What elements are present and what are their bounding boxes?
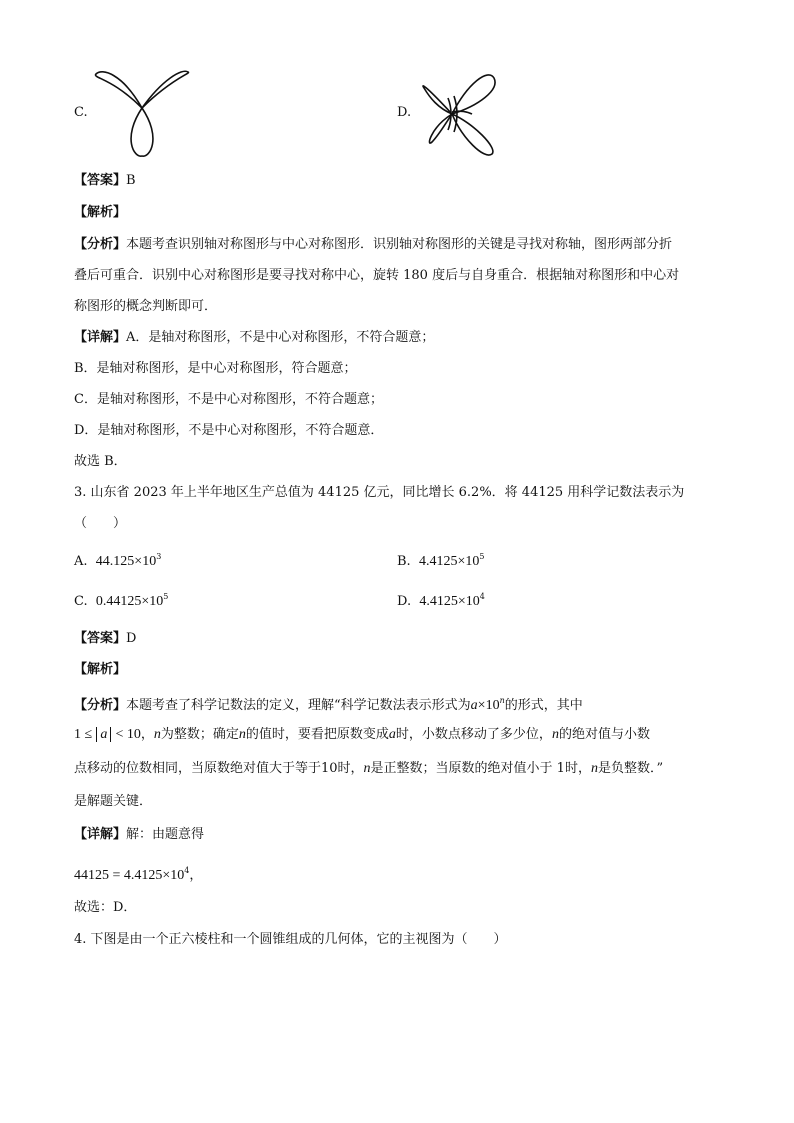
option-exponent: 4 — [479, 592, 485, 601]
option-exponent: 5 — [479, 552, 485, 561]
answer-line — [74, 630, 136, 648]
question-number: 3. — [74, 485, 87, 500]
option-label: A. — [74, 554, 88, 569]
question-number: 4. — [74, 932, 87, 947]
detail-tag: 【详解】 — [74, 330, 127, 345]
analysis-title: 【解析】 — [74, 205, 127, 220]
math-exponent-n: n — [499, 696, 505, 705]
option-exponent: 5 — [163, 592, 169, 601]
option-d-label: D. — [397, 105, 412, 120]
analysis-line-4: 是解题关键． — [74, 794, 153, 809]
question-4-stem — [74, 931, 507, 949]
detail-line-d: D．是轴对称图形，不是中心对称图形，不符合题意． — [74, 423, 384, 438]
option-c — [74, 592, 168, 610]
conclusion: 故选：D． — [74, 900, 137, 915]
analysis-text: 本题考查识别轴对称图形与中心对称图形．识别轴对称图形的关键是寻找对称轴，图形两部分折 — [126, 237, 673, 252]
analysis-text: 是正整数；当原数的绝对值小于 1时， — [370, 761, 591, 776]
math-lt-ten: < 10 — [115, 727, 141, 742]
detail-line — [74, 826, 204, 844]
math-n: n — [238, 727, 246, 742]
option-value: 0.44125×10 — [95, 594, 164, 609]
math-n: n — [153, 727, 161, 742]
analysis-text: 本题考查了科学记数法的定义，理解“科学记数法表示形式为 — [126, 698, 471, 713]
analysis-tag: 【分析】 — [74, 237, 127, 252]
analysis-line-3 — [74, 760, 663, 778]
analysis-text: 的值时，要看把原数变成 — [245, 727, 389, 742]
detail-text: A．是轴对称图形，不是中心对称图形，不符合题意； — [126, 330, 435, 345]
math-n: n — [363, 761, 371, 776]
option-c-label: C. — [74, 105, 88, 120]
analysis-text: 的形式，其中 — [504, 698, 583, 713]
question-3-bracket: （ ） — [74, 516, 127, 531]
option-value: 44.125×10 — [95, 554, 157, 569]
question-text: 下图是由一个正六棱柱和一个圆锥组成的几何体，它的主视图为（ ） — [90, 932, 507, 947]
detail-text: 解：由题意得 — [126, 827, 205, 842]
answer-value: B — [126, 173, 136, 188]
analysis-text: 点移动的位数相同，当原数绝对值大于等于10时， — [74, 761, 364, 776]
three-petal-curve-icon — [92, 68, 192, 160]
option-value: 4.4125×10 — [419, 594, 480, 609]
answer-value: D — [126, 631, 137, 646]
math-abs-a: a — [96, 727, 111, 742]
detail-line-b: B．是轴对称图形，是中心对称图形，符合题意； — [74, 361, 357, 376]
math-n: n — [590, 761, 598, 776]
analysis-title: 【解析】 — [74, 662, 127, 677]
equation: 44125 = 4.4125×10 — [74, 868, 185, 883]
option-a — [74, 552, 161, 570]
detail-line-c: C．是轴对称图形，不是中心对称图形，不符合题意； — [74, 392, 383, 407]
analysis-line-3: 称图形的概念判断即可． — [74, 299, 218, 314]
answer-line — [74, 172, 136, 190]
detail-line-a — [74, 329, 434, 347]
equation-exponent: 4 — [184, 866, 190, 875]
option-b — [397, 552, 484, 570]
conclusion: 故选 B． — [74, 454, 127, 469]
analysis-line-2: 1 ≤ a < 10，n为整数；确定n的值时，要看把原数变成a时，小数点移动了多少位，n的绝对值与小数 — [74, 727, 650, 742]
math-a: a — [388, 727, 396, 742]
equation-line — [74, 862, 202, 885]
option-label: B. — [397, 554, 411, 569]
equation-tail: ， — [189, 868, 203, 883]
detail-tag: 【详解】 — [74, 827, 127, 842]
answer-tag: 【答案】 — [74, 173, 127, 188]
analysis-tag: 【分析】 — [74, 698, 127, 713]
question-3-stem — [74, 484, 684, 502]
answer-tag: 【答案】 — [74, 631, 127, 646]
analysis-line-1 — [74, 692, 583, 715]
four-petal-curve-icon — [418, 68, 502, 160]
math-n: n — [551, 727, 559, 742]
question-text: 山东省 2023 年上半年地区生产总值为 44125 亿元，同比增长 6.2%．将 44125 用科学记数法表示为 — [90, 485, 685, 500]
analysis-text: 是负整数．” — [597, 761, 664, 776]
math-a: a — [470, 698, 478, 713]
option-exponent: 3 — [156, 552, 162, 561]
option-label: C. — [74, 594, 88, 609]
analysis-text: 时，小数点移动了多少位， — [395, 727, 552, 742]
math-times-ten: ×10 — [477, 698, 500, 713]
analysis-text: 的绝对值与小数 — [558, 727, 650, 742]
option-value: 4.4125×10 — [418, 554, 480, 569]
analysis-text: 为整数；确定 — [160, 727, 239, 742]
math-one-le: 1 ≤ — [74, 727, 93, 742]
analysis-line-2: 叠后可重合．识别中心对称图形是要寻找对称中心，旋转 180 度后与自身重合．根据轴对称图形和中心对 — [74, 268, 680, 283]
analysis-line-1 — [74, 236, 672, 254]
option-d — [397, 592, 485, 610]
option-label: D. — [397, 594, 412, 609]
